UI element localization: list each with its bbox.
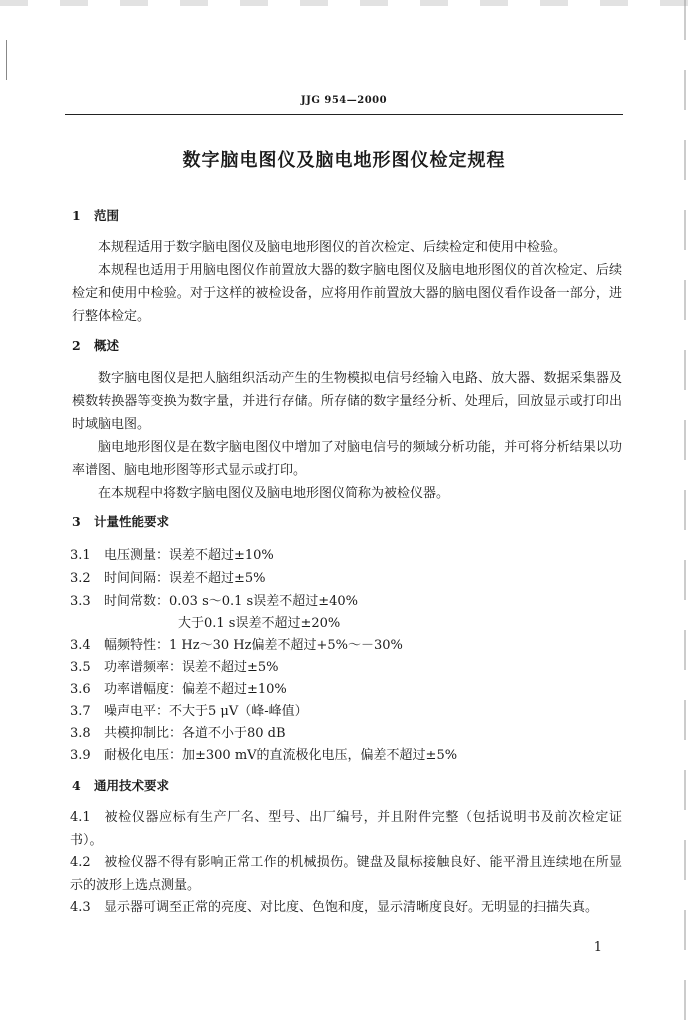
section-3-heading — [72, 512, 169, 530]
requirement-item: 4.1 被检仪器应标有生产厂名、型号、出厂编号，并且附件完整（包括说明书及前次检定证书）。 — [70, 810, 622, 848]
section-4-heading — [72, 776, 169, 794]
paragraph: 本规程适用于数字脑电图仪及脑电地形图仪的首次检定、后续检定和使用中检验。 — [98, 240, 567, 255]
header-rule — [65, 114, 623, 115]
section-1-body — [72, 236, 622, 328]
requirement-subitem: 大于0.1 s误差不超过±20% — [178, 616, 341, 631]
requirement-item: 3.3 时间常数：0.03 s～0.1 s误差不超过±40% — [70, 594, 359, 609]
requirement-item: 3.4 幅频特性：1 Hz～30 Hz偏差不超过+5%～－30% — [70, 638, 403, 653]
section-number: 4 — [72, 778, 81, 793]
paragraph: 本规程也适用于用脑电图仪作前置放大器的数字脑电图仪及脑电地形图仪的首次检定、后续检定和使用中检验。对于这样的被检设备，应将用作前置放大器的脑电图仪看作设备一部分，进行整体检定。 — [72, 263, 622, 324]
scan-artifact-left — [6, 40, 7, 80]
section-title: 概述 — [94, 338, 120, 353]
section-number: 3 — [72, 514, 81, 529]
section-1-heading — [72, 206, 119, 224]
scan-artifact-top — [0, 0, 688, 6]
requirement-item: 3.1 电压测量：误差不超过±10% — [70, 548, 274, 563]
section-title: 计量性能要求 — [94, 514, 170, 529]
section-title: 范围 — [94, 208, 120, 223]
section-2-heading — [72, 336, 119, 354]
standard-code: JJG 954—2000 — [300, 95, 388, 106]
section-number: 2 — [72, 338, 81, 353]
paragraph: 脑电地形图仪是在数字脑电图仪中增加了对脑电信号的频域分析功能，并可将分析结果以功率谱图、脑电地形图等形式显示或打印。 — [72, 440, 622, 478]
section-2-body — [72, 367, 622, 505]
section-number: 1 — [72, 208, 81, 223]
paragraph: 在本规程中将数字脑电图仪及脑电地形图仪简称为被检仪器。 — [98, 486, 450, 501]
page-number: 1 — [593, 940, 602, 955]
section-title: 通用技术要求 — [94, 778, 170, 793]
requirement-item: 4.2 被检仪器不得有影响正常工作的机械损伤。键盘及鼠标接触良好、能平滑且连续地在所显示的波形上选点测量。 — [70, 855, 622, 893]
requirement-item: 3.9 耐极化电压：加±300 mV的直流极化电压，偏差不超过±5% — [70, 748, 458, 763]
requirement-item: 3.6 功率谱幅度：偏差不超过±10% — [70, 682, 287, 697]
requirement-item: 3.8 共模抑制比：各道不小于80 dB — [70, 726, 286, 741]
paragraph: 数字脑电图仪是把人脑组织活动产生的生物模拟电信号经输入电路、放大器、数据采集器及模数转换器等变换为数字量，并进行存储。所存储的数字量经分析、处理后，回放显示或打印出时域脑电图。 — [72, 371, 622, 432]
requirement-item: 3.5 功率谱频率：误差不超过±5% — [70, 660, 279, 675]
document-title: 数字脑电图仪及脑电地形图仪检定规程 — [182, 150, 506, 171]
requirement-item: 4.3 显示器可调至正常的亮度、对比度、色饱和度，显示清晰度良好。无明显的扫描失真。 — [70, 900, 599, 915]
requirement-item: 3.2 时间间隔：误差不超过±5% — [70, 571, 266, 586]
requirement-item: 3.7 噪声电平：不大于5 μV（峰-峰值） — [70, 704, 308, 719]
